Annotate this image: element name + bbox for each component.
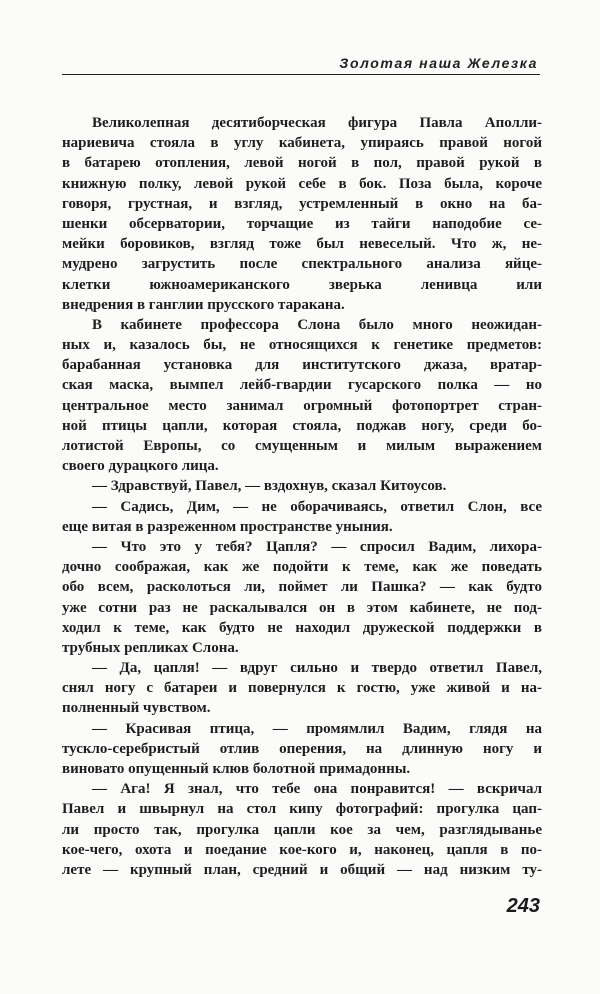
text-line: ская маска, вымпел лейб-гвардии гусарского полка — но [62, 377, 542, 394]
text-line: — Что это у тебя? Цапля? — спросил Вадим, лихора- [92, 538, 542, 555]
text-line: Павел и швырнул на стол кипу фотографий: прогулка цап- [62, 801, 542, 818]
text-line: ли просто так, прогулка цапли кое за чем, разглядыванье [62, 821, 542, 838]
text-line: ных и, казалось бы, не относящихся к генетике предметов: [62, 337, 542, 354]
text-line: еще витая в разреженном пространстве уныния. [62, 518, 393, 535]
text-line: внедрения в ганглии прусского таракана. [62, 296, 345, 313]
text-line: лотистой Европы, со смущенным и милым выражением [62, 438, 542, 454]
text-line: лете — крупный план, средний и общий — над низким ту- [62, 861, 542, 878]
text-line: виновато опущенный клюв болотной примадонны. [62, 761, 411, 777]
running-header [62, 54, 540, 75]
text-line: клетки южноамериканского зверька ленивца или [62, 276, 542, 293]
text-line: кое-чего, охота и поедание кое-кого и, наконец, цапля в по- [62, 841, 542, 858]
text-line: трубных репликах Слона. [62, 639, 239, 656]
text-line: тускло-серебристый отлив оперения, на длинную ногу и [62, 740, 542, 757]
text-line: в батарею отопления, левой ногой в пол, правой рукой в [62, 155, 542, 172]
text-line: полненный чувством. [62, 700, 211, 717]
text-line: нариевича стояла в углу кабинета, упираясь правой ногой [62, 135, 542, 152]
running-title: Золотая наша Железка [339, 55, 538, 71]
body-text [62, 113, 542, 880]
text-line: Великолепная десятиборческая фигура Павла Аполли- [92, 115, 542, 131]
text-line: ходил к теме, как будто не находил дружеской поддержки в [62, 619, 542, 636]
text-line: снял ногу с батареи и повернулся к гостю, уже живой и на- [62, 680, 542, 697]
text-line: — Садись, Дим, — не оборачиваясь, ответил Слон, все [92, 498, 542, 515]
text-line: центральное место занимал огромный фотопортрет стран- [62, 397, 542, 414]
text-line: книжную полку, левой рукой себе в бок. Поза была, короче [62, 175, 542, 192]
text-line: — Красивая птица, — промямлил Вадим, глядя на [92, 720, 542, 737]
text-line: барабанная установка для институтского джаза, вратар- [62, 357, 542, 374]
text-line: В кабинете профессора Слона было много неожидан- [92, 316, 542, 333]
text-line: шенки обсерватории, торчащие из тайги наподобие се- [62, 215, 542, 232]
page-number: 243 [506, 895, 540, 917]
text-line: — Да, цапля! — вдруг сильно и твердо ответил Павел, [92, 660, 542, 677]
text-line: мейки боровиков, взгляд тоже был невеселый. Что ж, не- [62, 236, 542, 253]
text-line: мудрено загрустить после спектрального анализа яйце- [62, 256, 542, 273]
text-line: — Ага! Я знал, что тебе она понравится! — вскричал [92, 781, 542, 798]
text-line: дочно соображая, как же подойти к теме, как же поведать [62, 559, 542, 576]
text-line: — Здравствуй, Павел, — вздохнув, сказал Китоусов. [92, 478, 447, 495]
text-line: говоря, грустная, и взгляд, устремленный в окно на ба- [62, 195, 542, 212]
text-line: обо всем, расколоться ли, поймет ли Пашка? — как будто [62, 579, 542, 596]
text-line: ной птицы цапли, которая стояла, поджав ногу, среди бо- [62, 417, 542, 434]
text-line: уже сотни раз не раскалывался он в этом кабинете, не под- [62, 599, 542, 616]
text-line: своего дурацкого лица. [62, 458, 219, 475]
